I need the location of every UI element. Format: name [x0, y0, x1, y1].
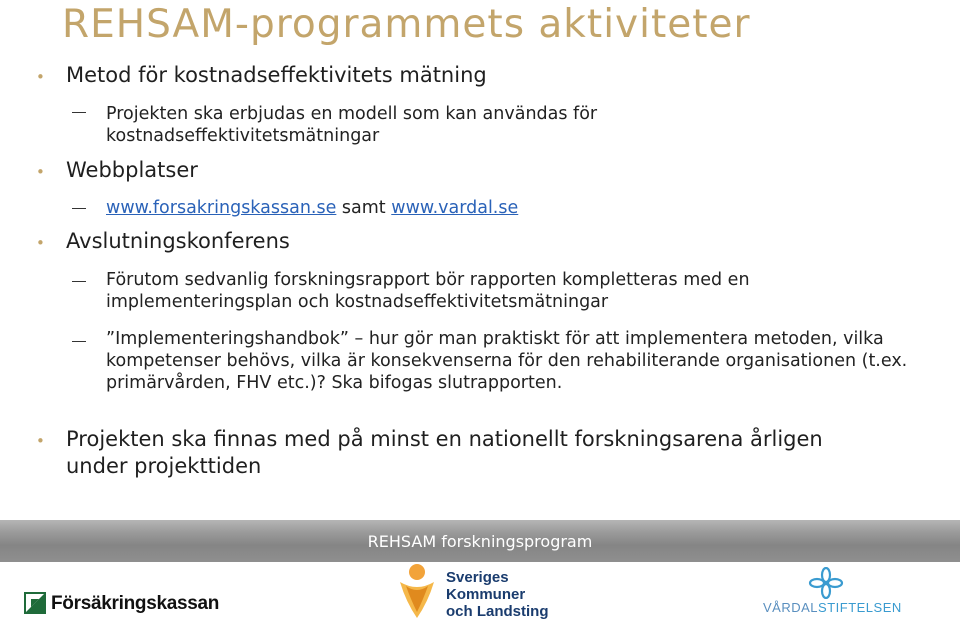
vardalstiftelsen-logo-icon — [808, 567, 844, 599]
link-forsakringskassan[interactable]: www.forsakringskassan.se — [106, 198, 337, 218]
bullet-icon: • — [36, 234, 45, 252]
dash-icon — [72, 281, 86, 282]
sub-item-links — [106, 197, 518, 219]
dash-icon — [72, 208, 86, 209]
bullet-icon: • — [36, 432, 45, 450]
dash-icon — [72, 341, 86, 342]
link-separator: samt — [336, 198, 392, 218]
vardalstiftelsen-logo-text: VÅRDALSTIFTELSEN — [763, 600, 902, 615]
bullet-icon: • — [36, 68, 45, 86]
footer-text: REHSAM forskningsprogram — [367, 532, 593, 551]
footer-band — [0, 520, 960, 562]
sub-item: ”Implementeringshandbok” – hur gör man praktiskt för att implementera metoden, vilka kompetenser behövs, vilka är konsekvenserna för den rehabiliterande organisationen (t.ex. primärvården, FHV etc.)? Ska bifogas slutrapporten. — [106, 329, 908, 393]
slide-title: REHSAM-programmets aktiviteter — [62, 2, 751, 47]
dash-icon — [72, 112, 86, 113]
link-vardal[interactable]: www.vardal.se — [391, 198, 519, 218]
sub-item: Projekten ska erbjudas en modell som kan användas för kostnadseffektivitetsmätningar — [106, 104, 598, 146]
skl-logo-icon — [394, 562, 440, 620]
skl-logo-text: Sveriges Kommuner och Landsting — [446, 569, 549, 620]
bullet-item-2: Webbplatser — [66, 158, 198, 182]
bullet-item-3: Avslutningskonferens — [66, 229, 290, 253]
bullet-icon: • — [36, 163, 45, 181]
sub-item: Förutom sedvanlig forskningsrapport bör rapporten kompletteras med en implementeringsplan och kostnadseffektivitetsmätningar — [106, 270, 750, 312]
bullet-item-4: Projekten ska finnas med på minst en nationellt forskningsarena årligen under projekttiden — [66, 427, 823, 478]
forsakringskassan-logo-icon — [24, 590, 46, 618]
forsakringskassan-logo-text: Försäkringskassan — [51, 593, 220, 614]
bullet-item-1: Metod för kostnadseffektivitets mätning — [66, 63, 487, 87]
